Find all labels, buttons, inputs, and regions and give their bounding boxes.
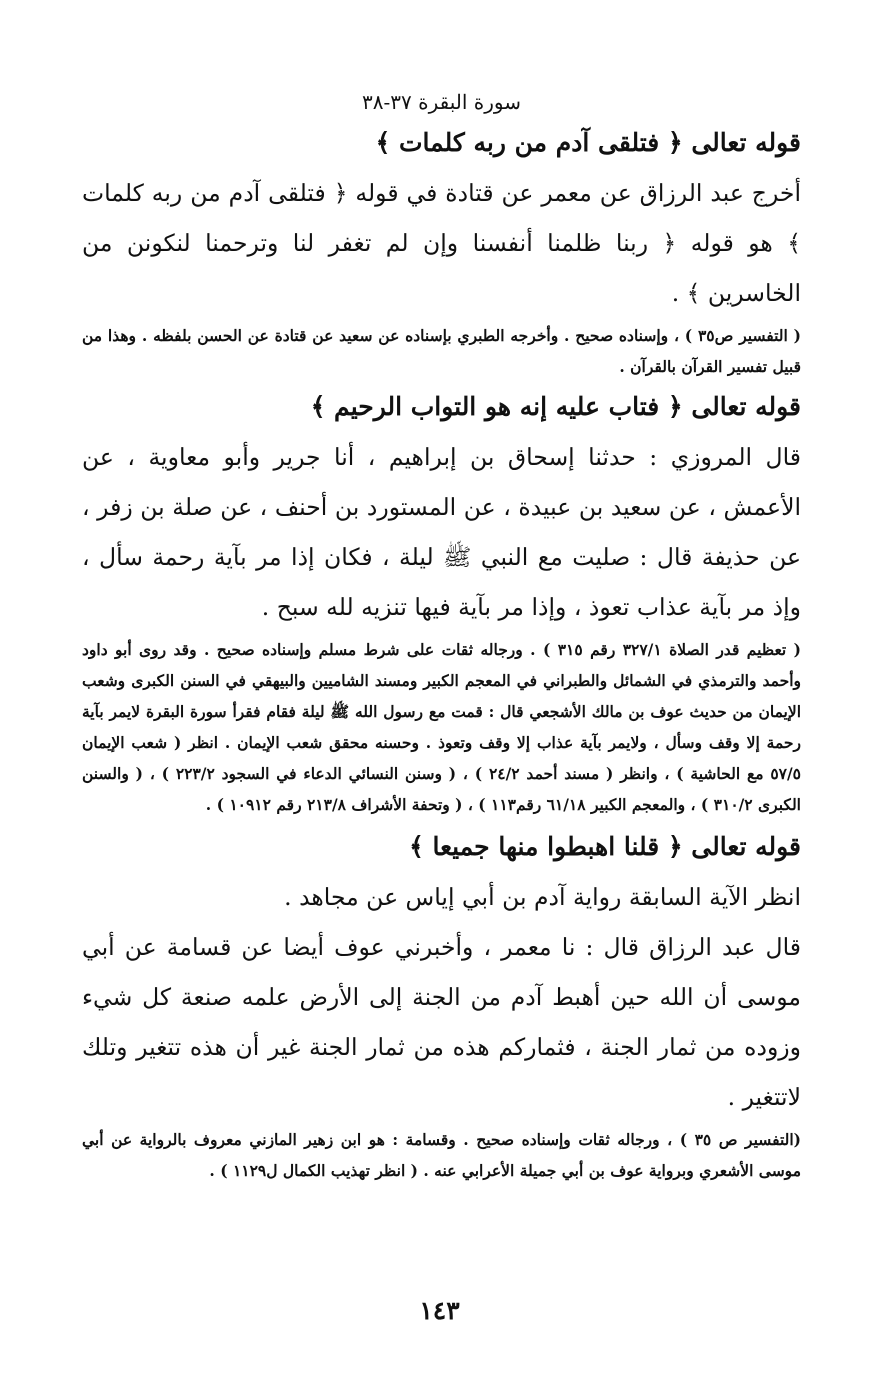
running-head: سورة البقرة ٣٧-٣٨ bbox=[362, 90, 521, 114]
section-body: قال المروزي : حدثنا إسحاق بن إبراهيم ، أنا جرير وأبو معاوية ، عن الأعمش ، عن سعيد بن عبيدة ، عن المستورد بن أحنف ، عن صلة بن زفر ، عن حذيفة قال : صليت مع النبي ﷺ ليلة ، فكان إذا مر بآية رحمة سأل ، وإذ مر بآية عذاب تعوذ ، وإذا مر بآية فيها تنزيه لله سبح . bbox=[82, 443, 801, 621]
section-heading: قوله تعالى ﴿ فتاب عليه إنه هو التواب الرحيم ﴾ bbox=[310, 392, 801, 421]
section-body: انظر الآية السابقة رواية آدم بن أبي إياس عن مجاهد . bbox=[284, 883, 801, 911]
section-1 bbox=[82, 124, 801, 382]
footnote: (التفسير ص ٣٥ ) ، ورجاله ثقات وإسناده صحيح . وقسامة : هو ابن زهير المازني معروف بالرواية عن أبي موسى الأشعري وبرواية عوف بن أبي جميلة الأعرابي عنه . ( انظر تهذيب الكمال ل١١٢٩ ) . bbox=[82, 1130, 801, 1180]
page-number: ١٤٣ bbox=[419, 1296, 460, 1325]
section-heading: قوله تعالى ﴿ فتلقى آدم من ربه كلمات ﴾ bbox=[375, 128, 801, 157]
section-heading: قوله تعالى ﴿ قلنا اهبطوا منها جميعا ﴾ bbox=[409, 832, 801, 861]
footnote: ( التفسير ص٣٥ ) ، وإسناده صحيح . وأخرجه الطبري بإسناده عن سعيد عن قتادة عن الحسن بلفظه . وهذا من قبيل تفسير القرآن بالقرآن . bbox=[82, 326, 801, 376]
footnote: ( تعظيم قدر الصلاة ٣٢٧/١ رقم ٣١٥ ) . ورجاله ثقات على شرط مسلم وإسناده صحيح . وقد روى أبو داود وأحمد والترمذي في الشمائل والطبراني في المعجم الكبير ومسند الشاميين والبيهقي في السنن الكبرى وشعب الإيمان من حديث عوف بن مالك الأشجعي قال : قمت مع رسول الله ﷺ ليلة فقام فقرأ سورة البقرة لايمر بآية رحمة إلا وقف وسأل ، ولايمر بآية عذاب إلا وقف وتعوذ . وحسنه محقق شعب الإيمان . انظر ( شعب الإيمان ٥٧/٥ مع الحاشية ) ، وانظر ( مسند أحمد ٢٤/٢ ) ، ( وسنن النسائي الدعاء في السجود ٢٢٣/٢ ) ، ( والسنن الكبرى ٣١٠/٢ ) ، والمعجم الكبير ٦١/١٨ رقم١١٣ ) ، ( وتحفة الأشراف ٢١٣/٨ رقم ١٠٩١٢ ) . bbox=[82, 640, 801, 814]
section-3 bbox=[82, 828, 801, 1186]
section-body: أخرج عبد الرزاق عن معمر عن قتادة في قوله ﴿ فتلقى آدم من ربه كلمات ﴾ هو قوله ﴿ ربنا ظلمنا أنفسنا وإن لم تغفر لنا وترحمنا لنكونن من الخاسرين ﴾ . bbox=[82, 179, 801, 307]
section-body: قال عبد الرزاق قال : نا معمر ، وأخبرني عوف أيضا عن قسامة عن أبي موسى أن الله حين أهبط آدم من الجنة إلى الأرض علمه صنعة كل شيء وزوده من ثمار الجنة ، فثماركم هذه من ثمار الجنة غير أن هذه تتغير وتلك لاتتغير . bbox=[82, 933, 801, 1111]
section-2 bbox=[82, 388, 801, 820]
